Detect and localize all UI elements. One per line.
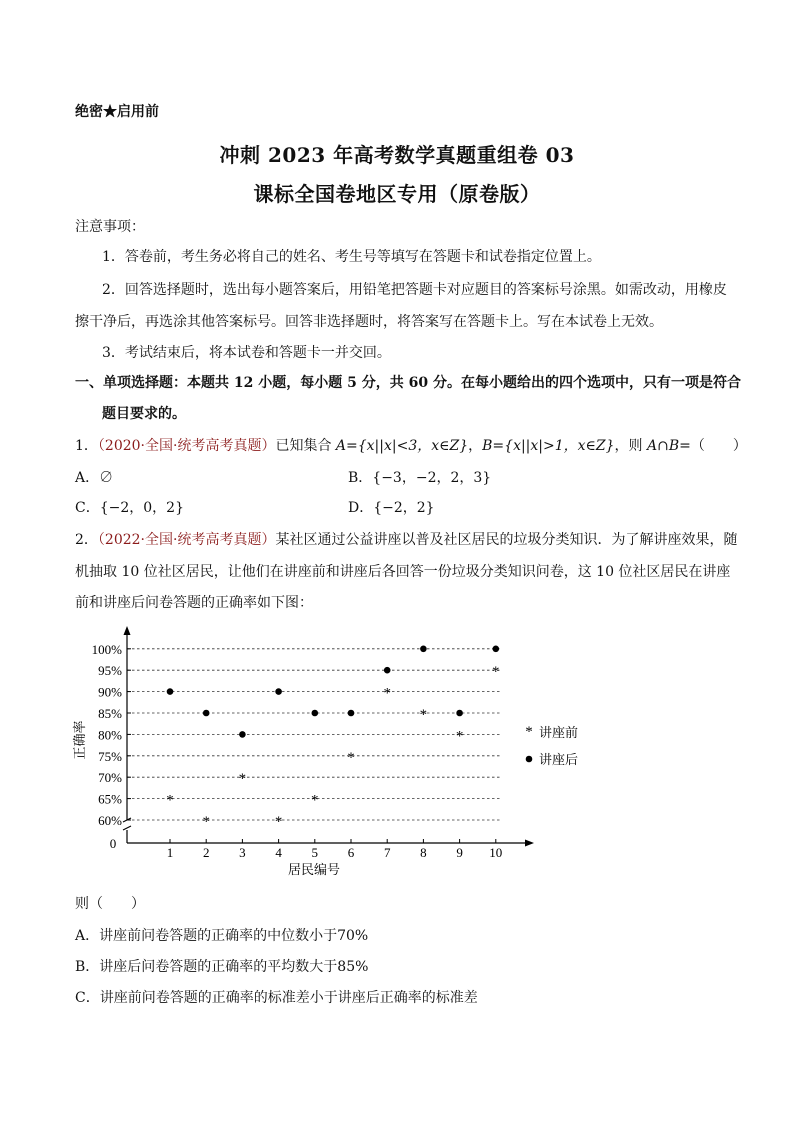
accuracy-scatter-chart bbox=[70, 622, 610, 884]
point-after-lecture bbox=[493, 646, 500, 653]
x-axis-arrow bbox=[525, 840, 534, 847]
set-b: B={x||x|>1，x∈Z} bbox=[482, 438, 615, 454]
x-tick-label: 1 bbox=[166, 845, 174, 860]
point-after-lecture bbox=[384, 667, 391, 674]
question-number: 2． bbox=[75, 532, 98, 548]
notes-item-2-line-2: 擦干净后，再选涂其他答案标号。回答非选择题时，将答案写在答题卡上。写在本试卷上无效。 bbox=[75, 314, 663, 330]
set-a: A={x||x|<3，x∈Z} bbox=[335, 438, 469, 454]
y-axis-label: 正确率 bbox=[72, 720, 87, 760]
question-source: （2022·全国·统考高考真题） bbox=[97, 532, 276, 548]
point-before-lecture: * bbox=[383, 685, 391, 702]
point-after-lecture bbox=[312, 710, 319, 717]
q1-option-d: D．{−2，2} bbox=[348, 500, 435, 516]
y-axis-arrow bbox=[124, 626, 131, 635]
question-2-stem-line-1 bbox=[75, 532, 737, 548]
point-before-lecture: * bbox=[166, 792, 174, 809]
y-tick-label: 85% bbox=[98, 706, 122, 721]
notes-heading: 注意事项： bbox=[75, 219, 145, 235]
q2-option-a: A．讲座前问卷答题的正确率的中位数小于70% bbox=[75, 928, 369, 944]
x-tick-label: 6 bbox=[347, 845, 355, 860]
axes bbox=[122, 626, 534, 847]
point-after-lecture bbox=[167, 688, 174, 695]
question-text: =（ ） bbox=[679, 438, 747, 454]
question-2-stem-line-3: 前和讲座后问卷答题的正确率如下图： bbox=[75, 595, 313, 611]
y-tick-label: 70% bbox=[98, 770, 122, 786]
legend-before-marker: * bbox=[525, 724, 533, 740]
separator: ， bbox=[468, 438, 483, 454]
point-before-lecture: * bbox=[492, 664, 500, 681]
q1-option-b: B．{−3，−2，2，3} bbox=[348, 470, 492, 486]
x-tick-label: 9 bbox=[456, 845, 463, 860]
x-tick-label: 3 bbox=[239, 845, 246, 860]
y-tick-label: 75% bbox=[98, 748, 122, 764]
q1-option-c: C．{−2，0，2} bbox=[75, 500, 184, 516]
question-text: 某社区通过公益讲座以普及社区居民的垃圾分类知识．为了解讲座效果，随 bbox=[275, 532, 738, 548]
point-before-lecture: * bbox=[202, 814, 210, 830]
point-after-lecture bbox=[420, 646, 427, 653]
point-before-lecture: * bbox=[347, 749, 355, 766]
origin-label: 0 bbox=[109, 836, 117, 851]
point-before-lecture: * bbox=[311, 792, 319, 809]
exam-title: 冲刺 2023 年高考数学真题重组卷 03 bbox=[219, 143, 575, 167]
point-before-lecture: * bbox=[238, 771, 247, 788]
top-secret-label: 绝密★启用前 bbox=[75, 104, 159, 120]
point-after-lecture bbox=[456, 710, 463, 717]
legend-before-label: 讲座前 bbox=[539, 725, 579, 740]
point-after-lecture bbox=[239, 731, 246, 738]
tick-labels bbox=[92, 642, 503, 860]
legend-after-marker bbox=[526, 756, 533, 763]
y-tick-label: 90% bbox=[98, 684, 122, 700]
q1-option-a: A．∅ bbox=[75, 470, 114, 486]
x-axis-label: 居民编号 bbox=[287, 862, 341, 877]
q2-option-c: C．讲座前问卷答题的正确率的标准差小于讲座后正确率的标准差 bbox=[75, 990, 478, 1006]
q2-option-b: B．讲座后问卷答题的正确率的平均数大于85% bbox=[75, 959, 369, 975]
notes-item-2-line-1: 2．回答选择题时，选出每小题答案后，用铅笔把答题卡对应题目的答案标号涂黑。如需改动，用橡皮 bbox=[102, 282, 727, 298]
section-1-heading-line-1: 一、单项选择题：本题共 12 小题，每小题 5 分，共 60 分。在每小题给出的四个选项中，只有一项是符合 bbox=[75, 375, 741, 391]
point-before-lecture: * bbox=[455, 728, 464, 745]
point-before-lecture: * bbox=[274, 814, 283, 830]
notes-item-3: 3．考试结束后，将本试卷和答题卡一并交回。 bbox=[102, 345, 391, 361]
x-tick-label: 7 bbox=[383, 845, 391, 860]
intersection-expr: A∩B bbox=[647, 438, 680, 454]
y-tick-label: 80% bbox=[98, 727, 122, 743]
question-source: （2020·全国·统考高考真题） bbox=[97, 438, 276, 454]
x-tick-label: 8 bbox=[420, 845, 427, 860]
question-text: 已知集合 bbox=[275, 438, 336, 454]
legend-after-label: 讲座后 bbox=[539, 752, 579, 767]
y-tick-label: 95% bbox=[98, 663, 122, 679]
y-tick-label: 60% bbox=[98, 813, 122, 828]
x-tick-label: 4 bbox=[275, 845, 282, 860]
point-before-lecture: * bbox=[419, 707, 428, 723]
point-after-lecture bbox=[275, 688, 282, 695]
x-tick-label: 10 bbox=[489, 845, 503, 860]
data-points bbox=[166, 646, 499, 831]
question-text: ，则 bbox=[614, 438, 647, 454]
point-after-lecture bbox=[203, 710, 210, 717]
question-2-stem-line-2: 机抽取 10 位社区居民，让他们在讲座前和讲座后各回答一份垃圾分类知识问卷，这 10 位社区居民在讲座 bbox=[75, 564, 731, 580]
section-1-heading-line-2: 题目要求的。 bbox=[102, 406, 186, 422]
exam-subtitle: 课标全国卷地区专用（原卷版） bbox=[253, 182, 541, 206]
y-tick-label: 65% bbox=[98, 791, 122, 807]
x-tick-label: 2 bbox=[202, 845, 210, 860]
notes-item-1: 1．答卷前，考生务必将自己的姓名、考生号等填写在答题卡和试卷指定位置上。 bbox=[102, 249, 601, 265]
question-1-stem bbox=[75, 438, 747, 454]
question-number: 1． bbox=[75, 438, 98, 454]
x-tick-label: 5 bbox=[311, 845, 319, 860]
y-tick-label: 100% bbox=[91, 641, 122, 657]
legend bbox=[525, 724, 578, 767]
point-after-lecture bbox=[348, 710, 355, 717]
question-2-then: 则（ ） bbox=[75, 896, 145, 912]
